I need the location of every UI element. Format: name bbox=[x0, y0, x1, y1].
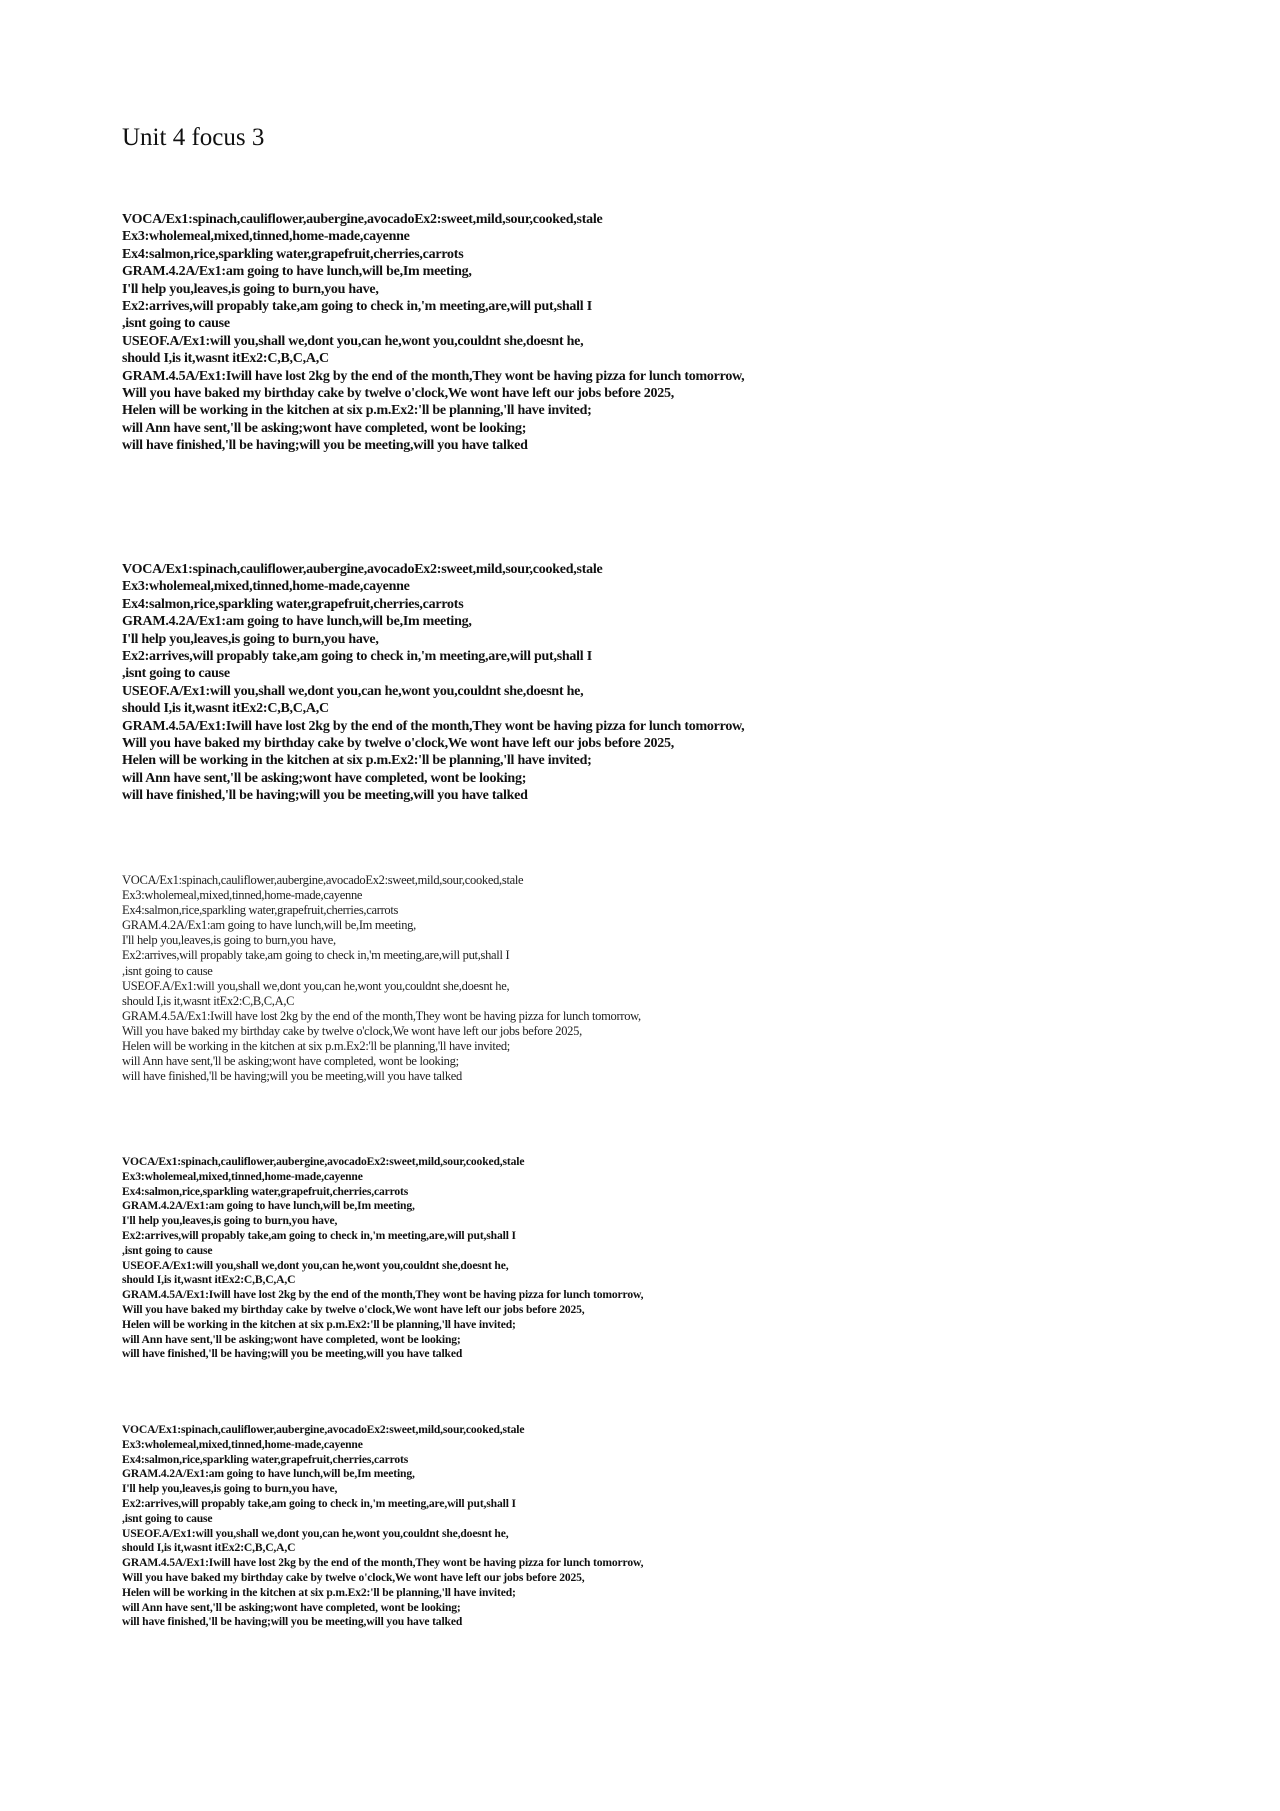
answer-line: ,isnt going to cause bbox=[122, 1511, 213, 1525]
answer-line: Helen will be working in the kitchen at six p.m.Ex2:'ll be planning,'ll have invited; bbox=[122, 1039, 510, 1054]
answer-line: USEOF.A/Ex1:will you,shall we,dont you,can he,wont you,couldnt she,doesnt he, bbox=[122, 1526, 509, 1540]
answer-line: should I,is it,wasnt itEx2:C,B,C,A,C bbox=[122, 1273, 296, 1287]
answer-line: Ex4:salmon,rice,sparkling water,grapefruit,cherries,carrots bbox=[122, 1452, 409, 1466]
answer-line: ,isnt going to cause bbox=[122, 963, 213, 978]
answer-line: GRAM.4.2A/Ex1:am going to have lunch,will be,Im meeting, bbox=[122, 264, 472, 280]
answer-line: ,isnt going to cause bbox=[122, 316, 230, 332]
answer-line: I'll help you,leaves,is going to burn,you have, bbox=[122, 933, 336, 948]
answer-line: GRAM.4.2A/Ex1:am going to have lunch,will be,Im meeting, bbox=[122, 614, 472, 630]
answer-line: will have finished,'ll be having;will you be meeting,will you have talked bbox=[122, 788, 528, 804]
answer-line: Will you have baked my birthday cake by twelve o'clock,We wont have left our jobs before 2025, bbox=[122, 1302, 585, 1316]
answer-line: will Ann have sent,'ll be asking;wont have completed, wont be looking; bbox=[122, 1054, 459, 1069]
answer-line: I'll help you,leaves,is going to burn,you have, bbox=[122, 281, 379, 297]
answer-line: Ex2:arrives,will propably take,am going to check in,'m meeting,are,will put,shall I bbox=[122, 1496, 516, 1510]
answer-line: GRAM.4.5A/Ex1:Iwill have lost 2kg by the end of the month,They wont be having pizza for lunch tomorrow, bbox=[122, 368, 745, 384]
answer-line: Will you have baked my birthday cake by twelve o'clock,We wont have left our jobs before 2025, bbox=[122, 1570, 585, 1584]
answer-block-3 bbox=[122, 873, 641, 1084]
answer-line: GRAM.4.5A/Ex1:Iwill have lost 2kg by the end of the month,They wont be having pizza for lunch tomorrow, bbox=[122, 1556, 644, 1570]
answer-block-1 bbox=[122, 211, 744, 455]
answer-line: Ex2:arrives,will propably take,am going to check in,'m meeting,are,will put,shall I bbox=[122, 299, 592, 315]
answer-line: will Ann have sent,'ll be asking;wont have completed, wont be looking; bbox=[122, 1600, 461, 1614]
answer-line: should I,is it,wasnt itEx2:C,B,C,A,C bbox=[122, 1541, 296, 1555]
answer-line: Ex4:salmon,rice,sparkling water,grapefruit,cherries,carrots bbox=[122, 246, 464, 262]
answer-line: will have finished,'ll be having;will you be meeting,will you have talked bbox=[122, 1615, 463, 1629]
answer-line: Will you have baked my birthday cake by twelve o'clock,We wont have left our jobs before 2025, bbox=[122, 736, 675, 752]
answer-line: I'll help you,leaves,is going to burn,you have, bbox=[122, 1482, 338, 1496]
answer-line: Helen will be working in the kitchen at six p.m.Ex2:'ll be planning,'ll have invited; bbox=[122, 403, 592, 419]
answer-line: USEOF.A/Ex1:will you,shall we,dont you,can he,wont you,couldnt she,doesnt he, bbox=[122, 333, 584, 349]
answer-line: Ex3:wholemeal,mixed,tinned,home-made,cayenne bbox=[122, 888, 363, 903]
answer-line: GRAM.4.2A/Ex1:am going to have lunch,will be,Im meeting, bbox=[122, 1467, 415, 1481]
answer-line: will have finished,'ll be having;will you be meeting,will you have talked bbox=[122, 1347, 463, 1361]
answer-line: VOCA/Ex1:spinach,cauliflower,aubergine,avocadoEx2:sweet,mild,sour,cooked,stale bbox=[122, 1155, 525, 1168]
answer-line: will Ann have sent,'ll be asking;wont have completed, wont be looking; bbox=[122, 1332, 461, 1346]
answer-line: VOCA/Ex1:spinach,cauliflower,aubergine,avocadoEx2:sweet,mild,sour,cooked,stale bbox=[122, 562, 603, 577]
answer-line: should I,is it,wasnt itEx2:C,B,C,A,C bbox=[122, 701, 329, 717]
answer-line: Ex3:wholemeal,mixed,tinned,home-made,cayenne bbox=[122, 229, 410, 245]
answer-line: ,isnt going to cause bbox=[122, 1243, 213, 1257]
answer-line: USEOF.A/Ex1:will you,shall we,dont you,can he,wont you,couldnt she,doesnt he, bbox=[122, 1258, 509, 1272]
answer-block-5 bbox=[122, 1423, 643, 1630]
answer-line: Ex4:salmon,rice,sparkling water,grapefruit,cherries,carrots bbox=[122, 903, 399, 918]
answer-line: GRAM.4.5A/Ex1:Iwill have lost 2kg by the end of the month,They wont be having pizza for lunch tomorrow, bbox=[122, 718, 745, 734]
answer-line: Ex4:salmon,rice,sparkling water,grapefruit,cherries,carrots bbox=[122, 1184, 409, 1198]
answer-line: USEOF.A/Ex1:will you,shall we,dont you,can he,wont you,couldnt she,doesnt he, bbox=[122, 978, 510, 993]
answer-line: should I,is it,wasnt itEx2:C,B,C,A,C bbox=[122, 351, 329, 367]
answer-block-4 bbox=[122, 1155, 643, 1362]
answer-line: Will you have baked my birthday cake by twelve o'clock,We wont have left our jobs before 2025, bbox=[122, 1023, 582, 1038]
answer-line: should I,is it,wasnt itEx2:C,B,C,A,C bbox=[122, 993, 295, 1008]
answer-line: Ex3:wholemeal,mixed,tinned,home-made,cayenne bbox=[122, 579, 410, 595]
answer-line: Ex2:arrives,will propably take,am going to check in,'m meeting,are,will put,shall I bbox=[122, 948, 510, 963]
answer-line: will have finished,'ll be having;will you be meeting,will you have talked bbox=[122, 438, 528, 454]
answer-line: USEOF.A/Ex1:will you,shall we,dont you,can he,wont you,couldnt she,doesnt he, bbox=[122, 683, 584, 699]
answer-line: Helen will be working in the kitchen at six p.m.Ex2:'ll be planning,'ll have invited; bbox=[122, 1317, 516, 1331]
answer-line: Will you have baked my birthday cake by twelve o'clock,We wont have left our jobs before 2025, bbox=[122, 386, 675, 402]
answer-line: VOCA/Ex1:spinach,cauliflower,aubergine,avocadoEx2:sweet,mild,sour,cooked,stale bbox=[122, 873, 524, 887]
answer-line: will Ann have sent,'ll be asking;wont have completed, wont be looking; bbox=[122, 770, 527, 786]
answer-line: will Ann have sent,'ll be asking;wont have completed, wont be looking; bbox=[122, 420, 527, 436]
answer-line: Ex2:arrives,will propably take,am going to check in,'m meeting,are,will put,shall I bbox=[122, 649, 592, 665]
answer-line: Ex3:wholemeal,mixed,tinned,home-made,cayenne bbox=[122, 1437, 363, 1451]
answer-line: Ex2:arrives,will propably take,am going to check in,'m meeting,are,will put,shall I bbox=[122, 1228, 516, 1242]
answer-line: GRAM.4.2A/Ex1:am going to have lunch,will be,Im meeting, bbox=[122, 1199, 415, 1213]
page-title: Unit 4 focus 3 bbox=[122, 124, 265, 151]
answer-line: Helen will be working in the kitchen at six p.m.Ex2:'ll be planning,'ll have invited; bbox=[122, 753, 592, 769]
answer-line: Ex4:salmon,rice,sparkling water,grapefruit,cherries,carrots bbox=[122, 596, 464, 612]
answer-line: GRAM.4.5A/Ex1:Iwill have lost 2kg by the end of the month,They wont be having pizza for lunch tomorrow, bbox=[122, 1008, 641, 1023]
answer-line: ,isnt going to cause bbox=[122, 666, 230, 682]
answer-line: will have finished,'ll be having;will you be meeting,will you have talked bbox=[122, 1069, 462, 1084]
answer-line: Helen will be working in the kitchen at six p.m.Ex2:'ll be planning,'ll have invited; bbox=[122, 1585, 516, 1599]
answer-line: Ex3:wholemeal,mixed,tinned,home-made,cayenne bbox=[122, 1169, 363, 1183]
answer-line: VOCA/Ex1:spinach,cauliflower,aubergine,avocadoEx2:sweet,mild,sour,cooked,stale bbox=[122, 1423, 525, 1436]
answer-line: GRAM.4.5A/Ex1:Iwill have lost 2kg by the end of the month,They wont be having pizza for lunch tomorrow, bbox=[122, 1288, 644, 1302]
answer-line: VOCA/Ex1:spinach,cauliflower,aubergine,avocadoEx2:sweet,mild,sour,cooked,stale bbox=[122, 212, 603, 227]
answer-line: GRAM.4.2A/Ex1:am going to have lunch,will be,Im meeting, bbox=[122, 918, 416, 933]
answer-block-2 bbox=[122, 561, 744, 805]
answer-line: I'll help you,leaves,is going to burn,you have, bbox=[122, 1214, 338, 1228]
answer-line: I'll help you,leaves,is going to burn,you have, bbox=[122, 631, 379, 647]
